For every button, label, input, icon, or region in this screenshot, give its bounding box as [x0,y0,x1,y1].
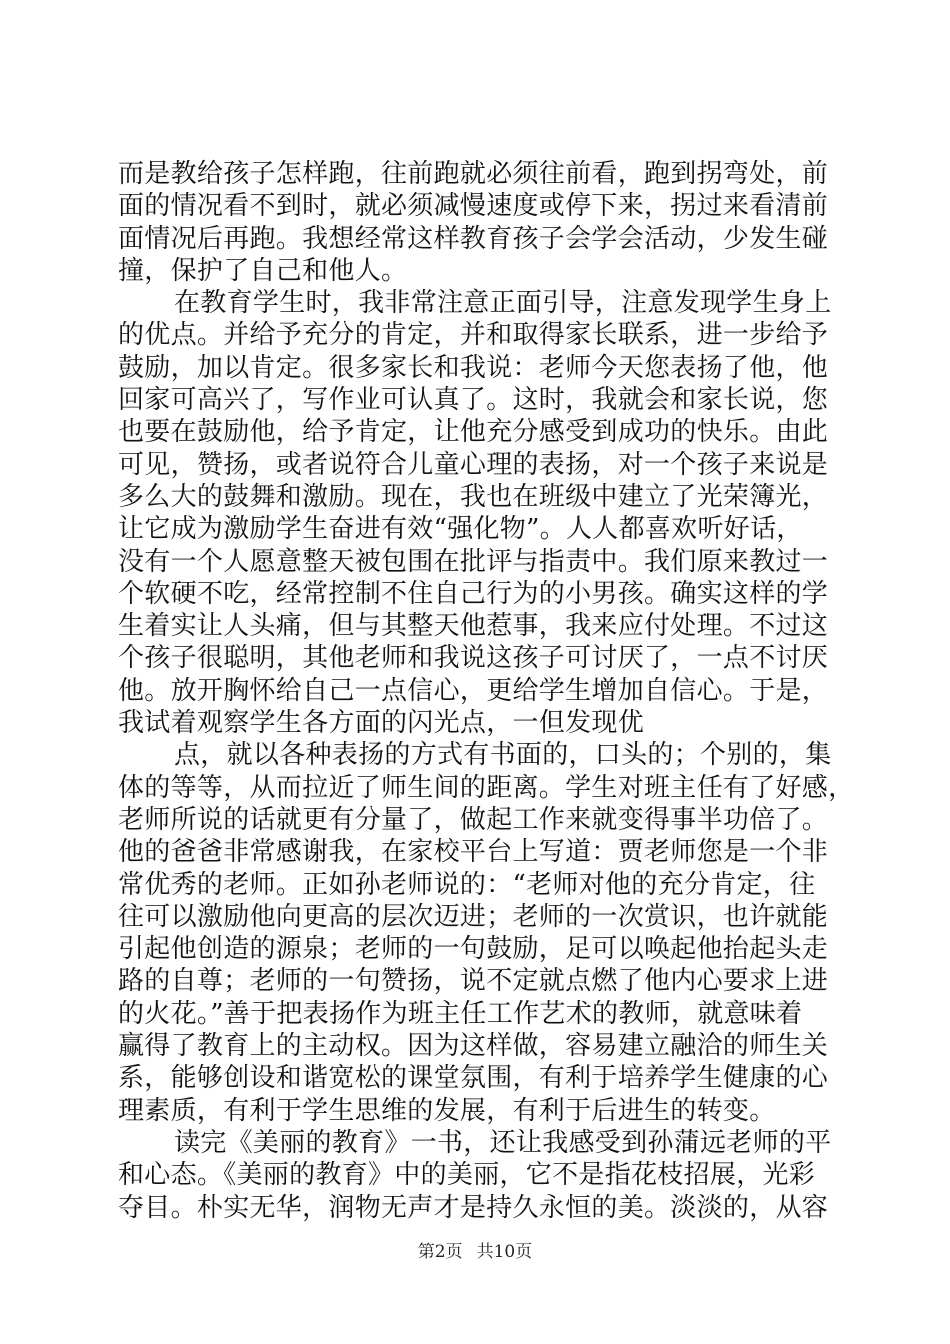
text-line: 往可以激励他向更高的层次迈进；老师的一次赏识，也许就能 [118,901,829,932]
text-line: 让它成为激励学生奋进有效“强化物”。人人都喜欢听好话， [118,514,803,545]
text-line: 赢得了教育上的主动权。因为这样做，容易建立融洽的师生关 [118,1031,829,1062]
text-line: 个软硬不吃，经常控制不住自己行为的小男孩。确实这样的学 [118,578,829,609]
text-line: 个孩子很聪明，其他老师和我说这孩子可讨厌了，一点不讨厌 [118,643,829,674]
text-line: 体的等等，从而拉近了师生间的距离。学生对班主任有了好感， [118,772,855,803]
text-line: 面的情况看不到时，就必须减慢速度或停下来，拐过来看清前 [118,191,829,222]
text-line: 可见，赞扬，或者说符合儿童心理的表扬，对一个孩子来说是 [118,449,829,480]
text-line: 也要在鼓励他，给予肯定，让他充分感受到成功的快乐。由此 [118,417,829,448]
text-line: 的火花。”善于把表扬作为班主任工作艺术的教师，就意味着 [118,998,803,1029]
body-text [118,158,855,1224]
text-line: 常优秀的老师。正如孙老师说的：“老师对他的充分肯定，往 [118,869,816,900]
text-line: 而是教给孩子怎样跑，往前跑就必须往前看，跑到拐弯处，前 [118,159,829,189]
text-line: 多么大的鼓舞和激励。现在，我也在班级中建立了光荣簿光， [118,481,829,512]
paragraph-start-line: 读完《美丽的教育》一书，还让我感受到孙蒲远老师的平 [174,1127,832,1158]
paragraph-start-line: 在教育学生时，我非常注意正面引导，注意发现学生身上 [174,288,832,319]
text-line: 我试着观察学生各方面的闪光点，一但发现优 [118,708,645,739]
text-line: 他的爸爸非常感谢我，在家校平台上写道：贾老师您是一个非 [118,837,829,868]
text-line: 和心态。《美丽的教育》中的美丽，它不是指花枝招展，光彩 [118,1160,816,1191]
text-line: 他。放开胸怀给自己一点信心，更给学生增加自信心。于是， [118,675,829,706]
text-line: 夺目。朴实无华，润物无声才是持久永恒的美。淡淡的，从容 [118,1192,829,1223]
text-line: 生着实让人头痛，但与其整天他惹事，我来应付处理。不过这 [118,611,829,642]
text-line: 撞，保护了自己和他人。 [118,255,408,286]
text-line: 鼓励，加以肯定。很多家长和我说：老师今天您表扬了他，他 [118,352,829,383]
paragraph-start-line: 点，就以各种表扬的方式有书面的，口头的；个别的，集 [174,740,832,771]
page-total: 共10页 [476,1242,533,1262]
text-line: 理素质，有利于学生思维的发展，有利于后进生的转变。 [118,1095,776,1126]
text-line: 没有一个人愿意整天被包围在批评与指责中。我们原来教过一 [118,546,829,577]
page-footer [0,1237,950,1262]
page-number: 第2页 [417,1242,463,1262]
text-line: 面情况后再跑。我想经常这样教育孩子会学会活动，少发生碰 [118,223,829,254]
text-line: 系，能够创设和谐宽松的课堂氛围，有利于培养学生健康的心 [118,1063,829,1094]
text-line: 老师所说的话就更有分量了，做起工作来就变得事半功倍了。 [118,804,829,835]
text-line: 引起他创造的源泉；老师的一句鼓励，足可以唤起他抬起头走 [118,934,829,965]
text-line: 回家可高兴了，写作业可认真了。这时，我就会和家长说，您 [118,385,829,416]
text-line: 路的自尊；老师的一句赞扬，说不定就点燃了他内心要求上进 [118,966,829,997]
text-line: 的优点。并给予充分的肯定，并和取得家长联系，进一步给予 [118,320,829,351]
